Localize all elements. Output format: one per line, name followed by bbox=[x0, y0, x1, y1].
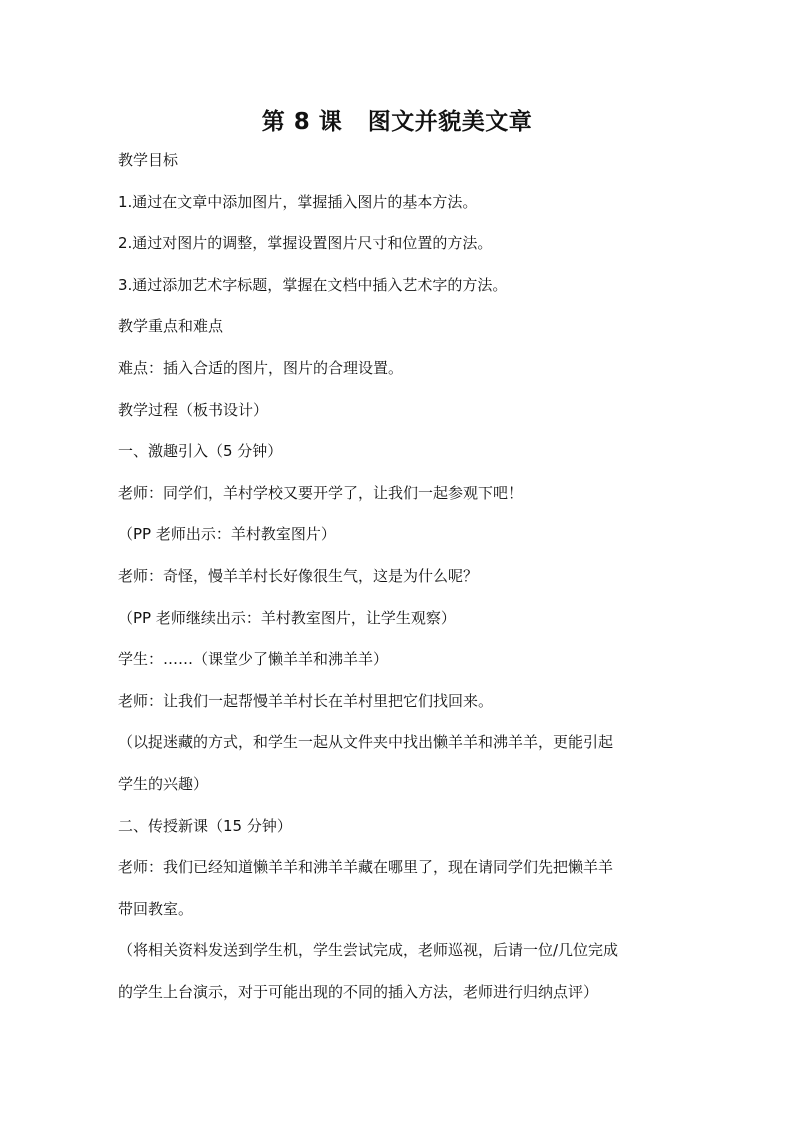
paragraph: 的学生上台演示，对于可能出现的不同的插入方法，老师进行归纳点评） bbox=[118, 983, 599, 1001]
heading-teaching-goals: 教学目标 bbox=[118, 151, 179, 169]
goal-item-2: 2.通过对图片的调整，掌握设置图片尺寸和位置的方法。 bbox=[118, 234, 493, 252]
goal-item-1: 1.通过在文章中添加图片，掌握插入图片的基本方法。 bbox=[118, 193, 478, 211]
paragraph: 带回教室。 bbox=[118, 900, 194, 918]
goal-item-3: 3.通过添加艺术字标题，掌握在文档中插入艺术字的方法。 bbox=[118, 276, 508, 294]
paragraph: 学生的兴趣） bbox=[118, 775, 209, 793]
paragraph: 老师：同学们，羊村学校又要开学了，让我们一起参观下吧！ bbox=[118, 484, 524, 502]
heading-key-points: 教学重点和难点 bbox=[118, 317, 224, 335]
paragraph: 学生：……（课堂少了懒羊羊和沸羊羊） bbox=[118, 650, 389, 668]
section-new-lesson-heading: 二、传授新课（15 分钟） bbox=[118, 817, 292, 835]
paragraph: 老师：我们已经知道懒羊羊和沸羊羊藏在哪里了，现在请同学们先把懒羊羊 bbox=[118, 858, 614, 876]
paragraph: 老师：奇怪，慢羊羊村长好像很生气，这是为什么呢？ bbox=[118, 567, 479, 585]
paragraph: （PP 老师出示：羊村教室图片） bbox=[118, 525, 336, 543]
paragraph: （将相关资料发送到学生机，学生尝试完成，老师巡视，后请一位/几位完成 bbox=[118, 941, 619, 959]
paragraph: （以捉迷藏的方式，和学生一起从文件夹中找出懒羊羊和沸羊羊，更能引起 bbox=[118, 733, 614, 751]
difficulty-text: 难点：插入合适的图片，图片的合理设置。 bbox=[118, 359, 404, 377]
heading-teaching-process: 教学过程（板书设计） bbox=[118, 401, 269, 419]
page-title: 第 8 课 图文并貌美文章 bbox=[261, 109, 533, 135]
paragraph: 老师：让我们一起帮慢羊羊村长在羊村里把它们找回来。 bbox=[118, 692, 494, 710]
section-intro-heading: 一、激趣引入（5 分钟） bbox=[118, 442, 283, 460]
paragraph: （PP 老师继续出示：羊村教室图片，让学生观察） bbox=[118, 609, 456, 627]
